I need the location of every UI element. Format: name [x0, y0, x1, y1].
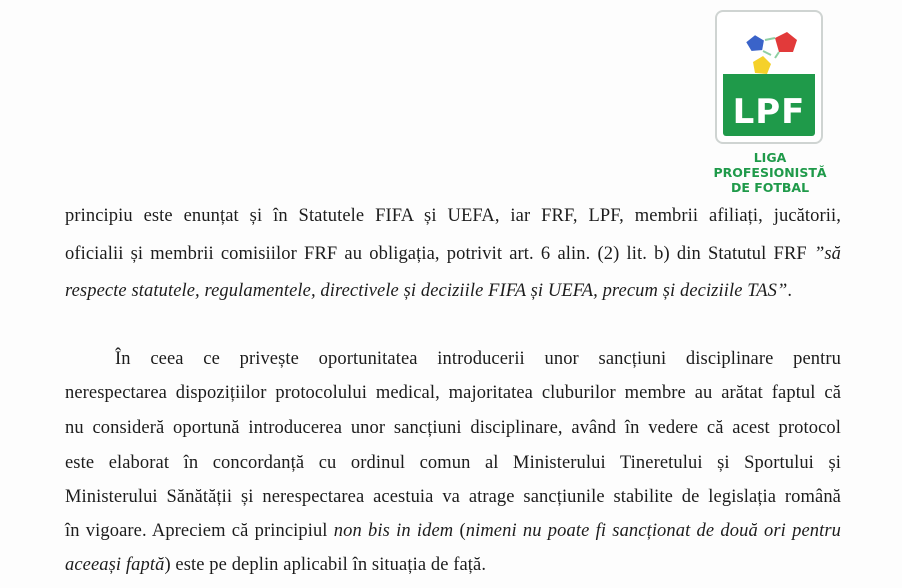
logo-mark: LPF — [732, 92, 806, 132]
logo-caption-line: LIGA — [753, 150, 787, 165]
paragraph1-line — [65, 281, 841, 302]
paragraph1-line — [65, 244, 841, 265]
text-run: În ceea ce privește oportunitatea introducerii unor sancțiuni disciplinare pentru — [115, 349, 841, 369]
italic-phrase: non bis in idem — [333, 521, 454, 541]
paragraph2-line — [65, 418, 841, 439]
text-run: în vigoare. Apreciem că principiul — [65, 521, 334, 541]
text-run: Ministerului Sănătății și nerespectarea acestuia va atrage sancțiunile stabilite de legislația română — [65, 487, 841, 507]
text-run: oficialii și membrii comisiilor FRF au obligația, potrivit art. 6 alin. (2) lit. b) din Statutul FRF — [65, 244, 814, 264]
lpf-logo — [709, 8, 831, 198]
logo-badge — [715, 10, 823, 144]
text-run: nerespectarea dispozițiilor protocolului medical, majoritatea cluburilor membre au arătat faptul că — [65, 383, 841, 403]
paragraph2-line — [65, 453, 841, 474]
paragraph2-line — [65, 521, 841, 542]
italic-quote: respecte statutele, regulamentele, directivele și deciziile FIFA și UEFA, precum și deciziile TAS” — [65, 281, 788, 301]
italic-quote: ”să — [813, 244, 841, 264]
logo-caption-line: PROFESIONISTĂ — [713, 165, 827, 180]
logo-caption-line: DE FOTBAL — [730, 180, 810, 195]
paragraph2-line — [115, 349, 841, 370]
logo-caption — [709, 150, 831, 195]
text-run: ( — [453, 521, 466, 541]
paragraph1-line — [65, 206, 841, 227]
text-run: . — [787, 281, 793, 301]
italic-phrase: aceeași faptă — [65, 555, 165, 575]
paragraph2-line — [65, 555, 841, 576]
ball-pentagons-icon — [731, 20, 811, 82]
italic-phrase: nimeni nu poate fi sancționat de două ori pentru — [465, 521, 841, 541]
text-run: nu consideră oportună introducerea unor sancțiuni disciplinare, având în vedere că acest protocol — [65, 418, 841, 438]
text-run: principiu este enunțat și în Statutele FIFA și UEFA, iar FRF, LPF, membrii afiliați, jucătorii, — [65, 206, 841, 226]
text-run: ) este pe deplin aplicabil în situația de față. — [164, 555, 487, 575]
text-run: este elaborat în concordanță cu ordinul comun al Ministerului Tineretului și Sportului și — [65, 453, 841, 473]
paragraph2-line — [65, 383, 841, 404]
paragraph2-line — [65, 487, 841, 508]
